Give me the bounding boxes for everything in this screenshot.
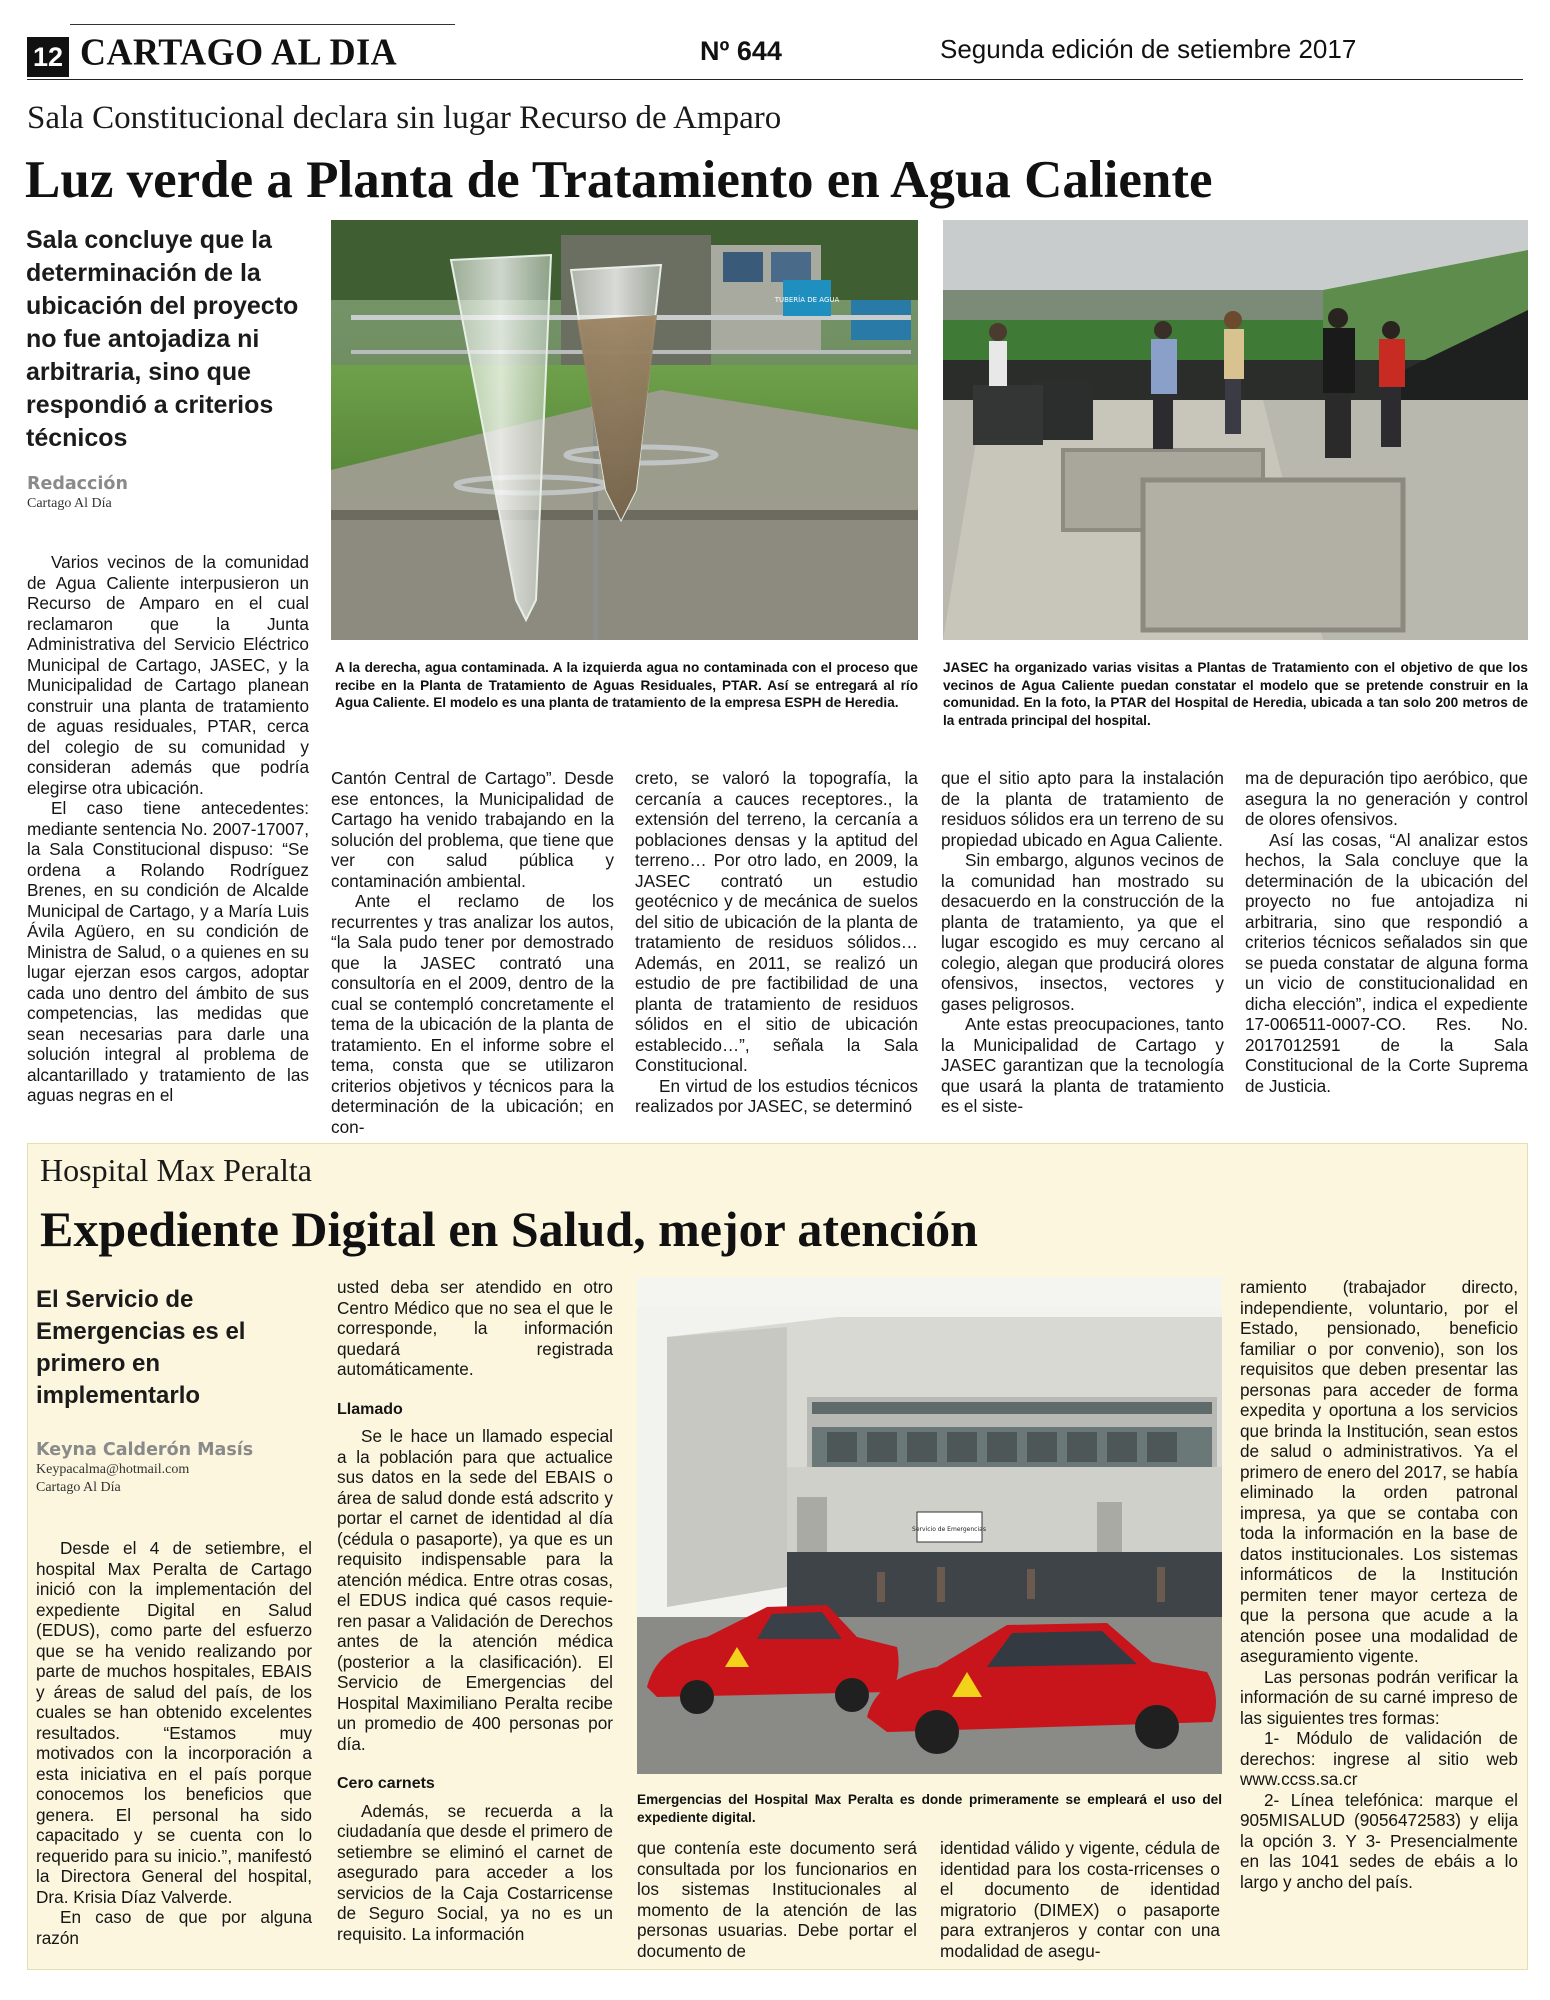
article1-photo-water-samples [331,220,918,640]
article1-photo2-caption: JASEC ha organizado varias visitas a Plantas de Tratamiento con el objetivo de que los vecinos de Agua Caliente puedan constatar el modelo que se pretende construir en la comunidad. En la foto, la PTAR del Hospital de Heredia, ubicada a tan solo 200 metros de la entrada principal del hospital. [943,660,1528,728]
article1-photo1-caption: A la derecha, agua contaminada. A la izquierda agua no contaminada con el proceso que recibe en la Planta de Tratamiento de Aguas Residuales, PTAR. Así se entregará al río Agua Caliente. El modelo es una planta de tratamiento de la empresa ESPH de Heredia. [335,660,918,710]
byline-name: Keyna Calderón Masís [36,1440,254,1460]
byline-outlet: Cartago Al Día [36,1480,121,1495]
article2-col1-p2: En caso de que por alguna razón [36,1907,312,1948]
article2-kicker: Hospital Max Peralta [40,1152,312,1188]
article1-deck: Sala concluye que la determinación de la ubicación del proyecto no fue antojadiza ni arbitraria, sino que respondió a criterios técnicos [26,226,299,452]
page-number: 12 [27,37,69,77]
article1-col4-p2: Sin embargo, algunos vecinos de la comunidad han mostrado su desacuerdo en la construcción de la planta de tratamiento, ya que el lugar escogido es muy cercano al colegio, alegan que producirá olores ofensivos, insectos, vectores y gases peligrosos. [941,850,1224,1014]
article2-column-4 [940,1838,1220,1961]
article1-column-1 [27,552,309,1106]
article2-col4-p1: identidad válido y vigente, cédula de identidad para los costa-rricenses o el documento de identidad migratorio (DIMEX) o pasaporte para extranjeros y contar con una modalidad de asegu- [940,1838,1220,1961]
article1-col5-p1: ma de depuración tipo aeróbico, que asegura la no generación y control de olores ofensivos. [1245,768,1528,829]
article1-col4-p1: que el sitio apto para la instalación de la planta de tratamiento de residuos sólidos era un terreno de su propiedad ubicado en Agua Caliente. [941,768,1224,850]
article1-byline [27,474,307,512]
hospital-emergency-image [637,1277,1222,1774]
byline-email: Keypacalma@hotmail.com [36,1462,190,1477]
article1-photo-plant-visit [943,220,1528,640]
article1-column-3 [635,768,918,1117]
article2-subhead-cero-carnets: Cero carnets [337,1775,435,1792]
article1-col1-p1: Varios vecinos de la comunidad de Agua Caliente interpusieron un Recurso de Amparo en el cual reclamaron que la Junta Administrativa del Servicio Eléctrico Municipal de Cartago, JASEC, y la Municipalidad de Cartago planean construir una planta de tratamiento de aguas residuales, PTAR, cerca del colegio de su comunidad y consideran además que podría elegirse otra ubicación. [27,552,309,798]
article1-column-4 [941,768,1224,1117]
article2-col2-cero: Además, se recuerda a la ciudadanía que desde el primero de setiembre se eliminó el carnet de asegurado para acceder a los servicios de la Caja Costarricense de Seguro Social, ya no es un requisito. La información [337,1800,613,1944]
article2-column-1 [36,1538,312,1948]
article1-kicker: Sala Constitucional declara sin lugar Recurso de Amparo [27,100,782,136]
article2-col5-p1: ramiento (trabajador directo, independiente, voluntario, por el Estado, pensionado, beneficio familiar o por convenio), son los requisitos que deben presentar las personas para acceder de forma expedita y oportuna a los servicios que brinda la Institución, sean estos de salud o administrativos. Ya el primero de enero del 2017, se había eliminado la orden patronal impresa, ya que se contaba con toda la información en la base de datos institucionales. Los sistemas informáticos de la Institución permiten tener mayor certeza de que la persona que acude a la atención posee una modalidad de aseguramiento vigente. [1240,1277,1518,1666]
header-rule [27,79,1523,80]
article2-headline: Expediente Digital en Salud, mejor atención [40,1201,978,1257]
article2-col1-p1: Desde el 4 de setiembre, el hospital Max Peralta de Cartago inició con la implementación del expediente Digital en Salud (EDUS), como parte del esfuerzo que se ha venido realizando por parte de muchos hospitales, EBAIS y áreas de salud del país, de los cuales se han obtenido excelentes resultados. “Estamos muy motivados con la incorporación a esta iniciativa en el país porque conocemos los beneficios que genera. El personal ha sido capacitado y se cuenta con lo requerido para su inicio.”, manifestó la Directora General del hospital, Dra. Krisia Díaz Valverde. [36,1538,312,1907]
article2-column-3 [637,1838,917,1961]
edition-date: Segunda edición de setiembre 2017 [940,34,1357,64]
article2-col2-llamado: Se le hace un llamado especial a la población para que actualice sus datos en la sede del EBAIS o área de salud donde está adscrito y portar el carnet de identidad al día (cédula o pasaporte), ya que es un requisito indispensable para la atención médica. Entre otras cosas, el EDUS indica qué casos requie-ren pasar a Validación de Derechos antes de la atención médica (posterior a la clasificación). El Servicio de Emergencias del Hospital Maximiliano Peralta recibe un promedio de 400 personas por día. [337,1426,613,1754]
article2-photo-hospital [637,1277,1222,1774]
article2-byline [36,1440,326,1496]
article1-col2-p1: Cantón Central de Cartago”. Desde ese entonces, la Municipalidad de Cartago ha venido trabajando en la solución del problema, que tiene que ver con salud pública y contaminación ambiental. [331,768,614,891]
article2-col5-p3: 1- Módulo de validación de derechos: ingrese al sitio web www.ccss.sa.cr [1240,1728,1518,1789]
photo1-sign: TUBERÍA DE AGUA [774,296,840,304]
plant-visit-image [943,220,1528,640]
photo3-sign: Servicio de Emergencias [912,1526,986,1533]
article2-col2-intro: usted deba ser atendido en otro Centro Médico que no sea el que le corresponde, la información quedará registrada automáticamente. [337,1277,613,1379]
masthead-rule [70,24,455,25]
article1-col1-p2: El caso tiene antecedentes: mediante sentencia No. 2007-17007, la Sala Constitucional dispuso: “Se ordena a Rolando Rodríguez Brenes, en su condición de Alcalde Municipal de Cartago, y a María Luis Ávila Agüero, en su condición de Ministra de Salud, o a quienes en su lugar ejerzan esos cargos, adoptar cada uno dentro del ámbito de sus competencias, las medidas que sean necesarias para darle una solución integral al problema de alcantarillado y tratamiento de las aguas negras en el [27,798,309,1105]
article2-col5-p2: Las personas podrán verificar la información de su carné impreso de las siguientes tres formas: [1240,1666,1518,1728]
article1-col3-p2: En virtud de los estudios técnicos realizados por JASEC, se determinó [635,1075,918,1116]
article2-col3-p1: que contenía este documento será consultada por los funcionarios en los sistemas Institucionales al momento de la atención de las personas usuarias. Debe portar el documento de [637,1838,917,1961]
masthead-logo: CARTAGO AL DIA [80,31,398,73]
issue-number: Nº 644 [700,36,782,66]
article2-col5-p4: 2- Línea telefónica: marque el 905MISALUD (9056472583) y elija la opción 3. Y 3- Presencialmente en las 1041 sedes de ebáis a lo largo y ancho del país. [1240,1789,1518,1892]
article1-headline: Luz verde a Planta de Tratamiento en Agua Caliente [25,151,1213,209]
byline-name: Redacción [27,474,128,494]
byline-outlet: Cartago Al Día [27,496,112,511]
article2-photo-caption: Emergencias del Hospital Max Peralta es donde primeramente se empleará el uso del expediente digital. [637,1792,1222,1825]
article2-subhead-llamado: Llamado [337,1400,403,1418]
article2-column-5 [1240,1277,1518,1892]
article1-column-2 [331,768,614,1137]
article2-deck: El Servicio de Emergencias es el primero en implementarlo [36,1286,246,1409]
article2-column-2 [337,1277,613,1944]
article1-col4-p3: Ante estas preocupaciones, tanto la Municipalidad de Cartago y JASEC garantizan que la tecnología que usará la planta de tratamiento es el siste- [941,1014,1224,1116]
article1-col5-p2: Así las cosas, “Al analizar estos hechos, la Sala concluye que la determinación de la ubicación del proyecto no fue antojadiza ni arbitraria, sino que respondió a criterios técnicos señalados sin que se pueda constatar de alguna forma un vicio de constitucionalidad en dicha elección”, indica el expediente 17-006511-0007-CO. Res. No. 2017012591 de la Sala Constitucional de la Corte Suprema de Justicia. [1245,829,1528,1096]
article1-col3-p1: creto, se valoró la topografía, la cercanía a cauces receptores., la extensión del terreno, la cercanía a poblaciones densas y la aptitud del terreno… Por otro lado, en 2009, la JASEC contrató un estudio geotécnico y de mecánica de suelos del sitio de ubicación de la planta de tratamiento de residuos sólidos… Además, en 2011, se realizó un estudio de pre factibilidad de una planta de tratamiento de residuos sólidos en el sitio de ubicación establecido…”, señala la Sala Constitucional. [635,768,918,1075]
water-samples-image [331,220,918,640]
article1-col2-p2: Ante el reclamo de los recurrentes y tras analizar los autos, “la Sala pudo tener por demostrado que la JASEC contrató una consultoría en el 2009, dentro de la cual se contempló concretamente el tema de la ubicación de la planta de tratamiento. En el informe sobre el tema, consta que se utilizaron criterios objetivos y técnicos para la determinación de la ubicación; en con- [331,891,614,1137]
page-header [0,0,1550,80]
article1-column-5 [1245,768,1528,1096]
